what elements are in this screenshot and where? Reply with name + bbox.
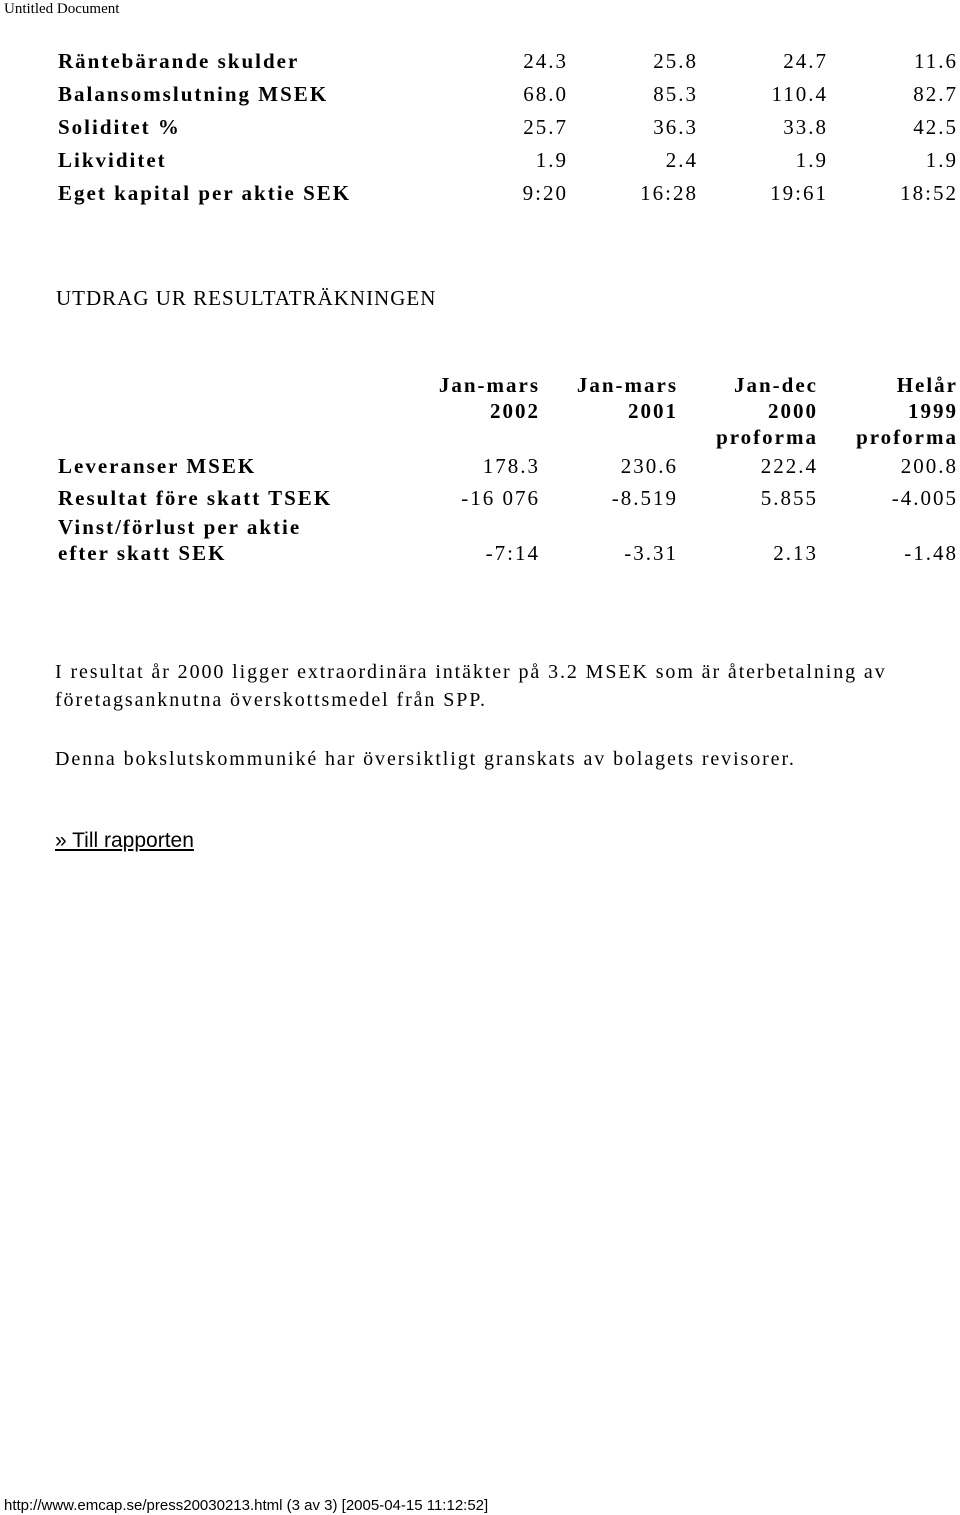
- cell-value: 82.7: [913, 82, 958, 106]
- report-link[interactable]: » Till rapporten: [55, 829, 194, 852]
- header-note: proforma: [856, 425, 958, 449]
- row-label: Soliditet %: [58, 115, 181, 139]
- table-row: [58, 45, 958, 78]
- cell-value: -4.005: [891, 485, 958, 510]
- row-label-line: efter skatt SEK: [58, 541, 227, 565]
- row-label: Eget kapital per aktie SEK: [58, 181, 352, 205]
- row-label-line: Vinst/förlust per aktie: [58, 515, 302, 539]
- row-label: Räntebärande skulder: [58, 49, 300, 73]
- cell-value: 200.8: [900, 453, 958, 478]
- cell-value: 11.6: [914, 49, 958, 73]
- cell-value: 68.0: [523, 82, 568, 106]
- cell-value: 16:28: [640, 181, 698, 205]
- header-spacer: [58, 372, 438, 450]
- cell-value: 1.9: [795, 148, 828, 172]
- header-period: Helår: [896, 373, 958, 397]
- row-label: Likviditet: [58, 148, 167, 172]
- header-year: 2001: [628, 399, 678, 423]
- cell-value: 18:52: [900, 181, 958, 205]
- cell-value: -7:14: [485, 541, 540, 565]
- income-statement-table: [58, 372, 958, 568]
- cell-value: 178.3: [482, 453, 540, 478]
- audit-note: Denna bokslutskommuniké har översiktligt granskats av bolagets revisorer.: [55, 748, 796, 770]
- table-row: [58, 144, 958, 177]
- header-period: Jan-mars: [438, 373, 540, 397]
- table-row: [58, 514, 958, 568]
- cell-value: 1.9: [925, 148, 958, 172]
- cell-value: 25.7: [523, 115, 568, 139]
- table-row: [58, 177, 958, 210]
- header-year: 2000: [768, 399, 818, 423]
- row-label: Resultat före skatt TSEK: [58, 485, 333, 510]
- column-header: [818, 372, 958, 450]
- extraordinary-income-note: I resultat år 2000 ligger extraordinära intäkter på 3.2 MSEK som är återbetalning av företagsanknutna överskottsmedel från SPP.: [55, 661, 887, 711]
- cell-value: 24.3: [523, 49, 568, 73]
- column-header: [540, 372, 678, 450]
- cell-value: 33.8: [783, 115, 828, 139]
- cell-value: 222.4: [760, 453, 818, 478]
- cell-value: -8.519: [611, 485, 678, 510]
- cell-value: 230.6: [620, 453, 678, 478]
- cell-value: -1.48: [904, 541, 958, 565]
- row-label: [58, 514, 438, 568]
- table-row: [58, 482, 958, 514]
- cell-value: 19:61: [770, 181, 828, 205]
- header-period: Jan-dec: [734, 373, 818, 397]
- cell-value: 1.9: [535, 148, 568, 172]
- cell-value: 24.7: [783, 49, 828, 73]
- cell-value: 36.3: [653, 115, 698, 139]
- cell-value: 2.4: [665, 148, 698, 172]
- cell-value: 110.4: [771, 82, 828, 106]
- header-year: 1999: [908, 399, 958, 423]
- table-row: [58, 450, 958, 482]
- cell-value: -3.31: [624, 541, 678, 565]
- cell-value: 42.5: [913, 115, 958, 139]
- row-label: Leveranser MSEK: [58, 453, 257, 478]
- column-header-row: [58, 372, 958, 450]
- key-figures-table: [58, 45, 958, 210]
- table-row: [58, 78, 958, 111]
- table-row: [58, 111, 958, 144]
- cell-value: 85.3: [653, 82, 698, 106]
- cell-value: -16 076: [461, 485, 540, 510]
- header-year: 2002: [490, 399, 540, 423]
- cell-value: 9:20: [522, 181, 568, 205]
- cell-value: 2.13: [773, 541, 818, 565]
- cell-value: 5.855: [760, 485, 818, 510]
- page-title: Untitled Document: [4, 1, 120, 17]
- row-label: Balansomslutning MSEK: [58, 82, 329, 106]
- header-period: Jan-mars: [576, 373, 678, 397]
- section-heading: UTDRAG UR RESULTATRÄKNINGEN: [56, 286, 437, 310]
- footer-url: http://www.emcap.se/press20030213.html (3 av 3) [2005-04-15 11:12:52]: [4, 1497, 489, 1514]
- header-note: proforma: [716, 425, 818, 449]
- column-header: [678, 372, 818, 450]
- cell-value: 25.8: [653, 49, 698, 73]
- column-header: [438, 372, 540, 450]
